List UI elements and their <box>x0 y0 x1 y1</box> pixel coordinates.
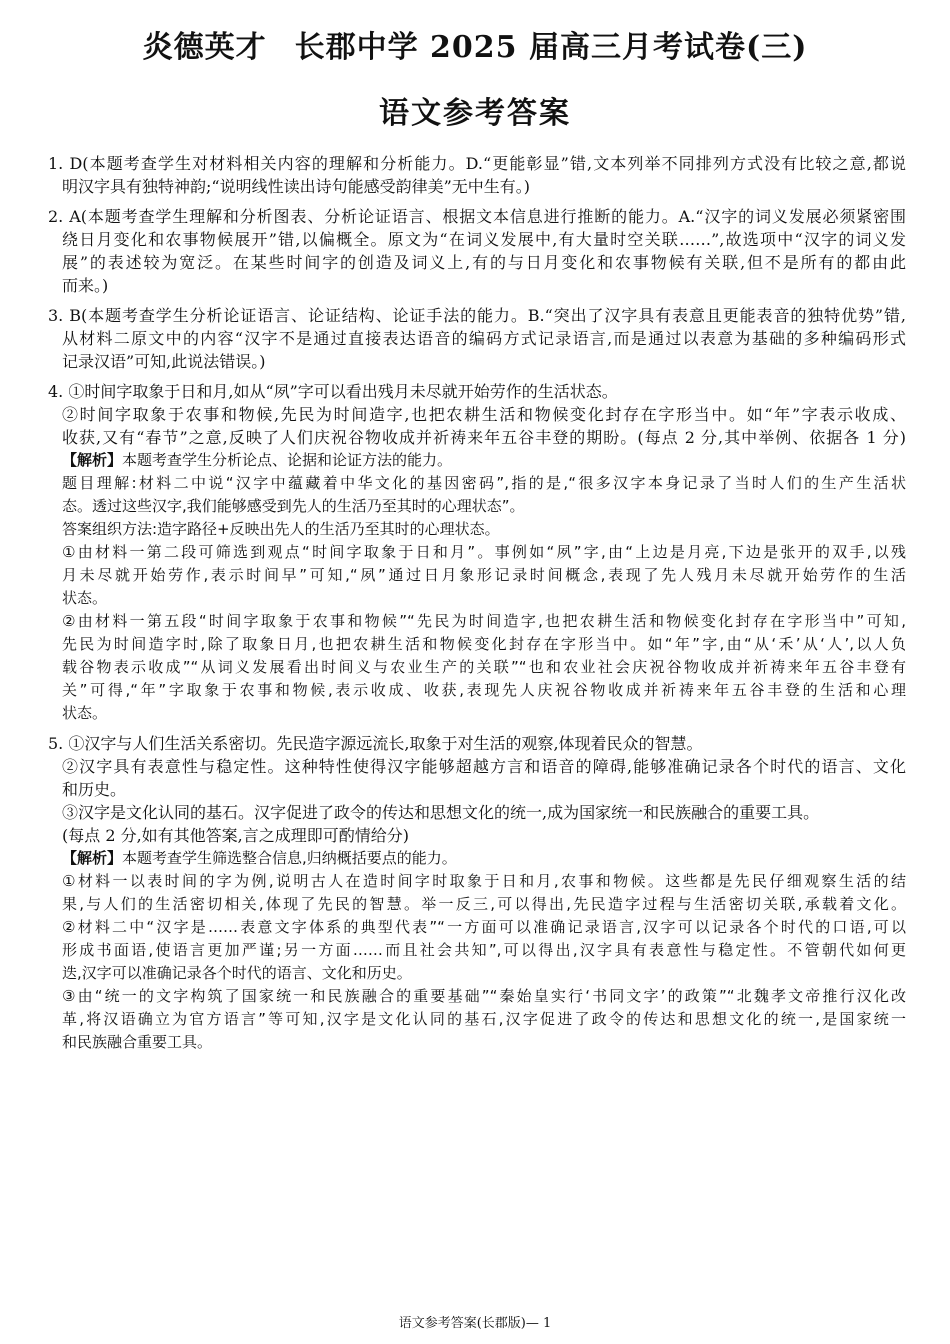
analysis-tag: 【解析】 <box>62 849 123 867</box>
answer-line: ②时间字取象于农事和物候,先民为时间造字,也把农耕生活和物候变化封存在字形当中。如“年”字表示收成、 <box>62 405 906 424</box>
answer-line: 3. B(本题考查学生分析论证语言、论证结构、论证手法的能力。B.“突出了汉字具有表意且更能表音的独特优势”错, <box>48 306 906 325</box>
section-gap <box>48 725 906 732</box>
answer-line: 状态。 <box>62 704 108 722</box>
page-footer: 语文参考答案(长郡版)— 1 <box>398 1316 552 1331</box>
answer-line: 收获,又有“春节”之意,反映了人们庆祝谷物收成并祈祷来年五谷丰登的期盼。(每点 2 分,其中举例、依据各 1 分) <box>62 428 906 447</box>
answer-line: ②材料二中“汉字是……表意文字体系的典型代表”“一方面可以准确记录语言,汉字可以记录各个时代的口语,可以 <box>62 918 906 936</box>
answer-line: 先民为时间造字时,除了取象日月,也把农耕生活和物候变化封存在字形当中。如“年”字,由“从‘禾’从‘人’,以人负 <box>62 635 906 653</box>
answer-line: ③由“统一的文字构筑了国家统一和民族融合的重要基础”“秦始皇实行‘书同文字’的政策”“北魏孝文帝推行汉化改 <box>62 987 906 1005</box>
section-gap <box>48 297 906 304</box>
answer-line: 2. A(本题考查学生理解和分析图表、分析论证语言、根据文本信息进行推断的能力。A.“汉字的词义发展必须紧密围 <box>48 207 906 226</box>
answer-line: 果,与人们的生活密切相关,体现了先民的智慧。举一反三,可以得出,先民造字过程与生活密切关联,承载着文化。 <box>62 895 906 913</box>
answer-line: 月未尽就开始劳作,表示时间早”可知,“夙”通过日月象形记录时间概念,表现了先人残月未尽就开始劳作的生活 <box>62 566 906 584</box>
answer-line: 革,将汉语确立为官方语言”等可知,汉字是文化认同的基石,汉字促进了政令的传达和思想文化的统一,是国家统一 <box>62 1010 906 1028</box>
answer-line: 和民族融合重要工具。 <box>62 1033 213 1051</box>
answer-line: 答案组织方法:造字路径+反映出先人的生活乃至其时的心理状态。 <box>62 520 500 538</box>
answer-line: 形成书面语,使语言更加严谨;另一方面……而且社会共知”,可以得出,汉字具有表意性与稳定性。不管朝代如何更 <box>62 941 906 959</box>
answer-line: 展”的表述较为宽泛。在某些时间字的创造及词义上,有的与日月变化和农事物候有关联,但不是所有的都由此 <box>62 253 906 272</box>
analysis-tag: 【解析】 <box>62 451 123 469</box>
answer-line: 状态。 <box>62 589 108 607</box>
answer-body <box>48 152 906 1054</box>
answer-line: 明汉字具有独特神韵;“说明线性读出诗句能感受韵律美”无中生有。) <box>62 177 530 196</box>
answer-line: 绕日月变化和农事物候展开”错,以偏概全。原文为“在词义发展中,有大量时空关联……”,故选项中“汉字的词义发 <box>62 230 906 249</box>
answer-line: 载谷物表示收成”“从词义发展看出时间义与农业生产的关联”“也和农业社会庆祝谷物收成并祈祷来年五谷丰登有 <box>62 658 906 676</box>
answer-line: 题目理解:材料二中说“汉字中蕴藏着中华文化的基因密码”,指的是,“很多汉字本身记录了当时人们的生产生活状 <box>62 474 906 492</box>
answer-line: 关”可得,“年”字取象于农事和物候,表示收成、收获,表现先人庆祝谷物收成并祈祷来年五谷丰登的生活和心理 <box>62 681 906 699</box>
answer-line: 5. ①汉字与人们生活关系密切。先民造字源远流长,取象于对生活的观察,体现着民众的智慧。 <box>48 734 703 753</box>
answer-line: 和历史。 <box>62 780 127 799</box>
answer-line: 【解析】本题考查学生筛选整合信息,归纳概括要点的能力。 <box>62 849 457 867</box>
answer-line: ②由材料一第五段“时间字取象于农事和物候”“先民为时间造字,也把农耕生活和物候变化封存在字形当中”可知, <box>62 612 906 630</box>
answer-line: ①由材料一第二段可筛选到观点“时间字取象于日和月”。事例如“夙”字,由“上边是月亮,下边是张开的双手,以残 <box>62 543 906 561</box>
answer-line: 迭,汉字可以准确记录各个时代的语言、文化和历史。 <box>62 964 412 982</box>
section-gap <box>48 198 906 205</box>
section-gap <box>48 373 906 380</box>
answer-line: 从材料二原文中的内容“汉字不是通过直接表达语音的编码方式记录语言,而是通过以表意为基础的多种编码形式 <box>62 329 906 348</box>
answer-line: 1. D(本题考查学生对材料相关内容的理解和分析能力。D.“更能彰显”错,文本列举不同排列方式没有比较之意,都说 <box>48 154 906 173</box>
answer-line: 而来。) <box>62 276 109 295</box>
document-title: 语文参考答案 <box>379 96 571 131</box>
answer-line: 【解析】本题考查学生分析论点、论据和论证方法的能力。 <box>62 451 453 469</box>
answer-line: 记录汉语”可知,此说法错误。) <box>62 352 266 371</box>
answer-line: (每点 2 分,如有其他答案,言之成理即可酌情给分) <box>62 826 410 845</box>
brand-name: 炎德英才 <box>142 30 267 65</box>
answer-line: 态。透过这些汉字,我们能够感受到先人的生活乃至其时的心理状态”。 <box>62 497 525 515</box>
exam-title: 长郡中学 2025 届高三月考试卷(三) <box>294 30 808 65</box>
answer-line: 4. ①时间字取象于日和月,如从“夙”字可以看出残月未尽就开始劳作的生活状态。 <box>48 382 618 401</box>
exam-header <box>0 22 950 66</box>
answer-line: ③汉字是文化认同的基石。汉字促进了政令的传达和思想文化的统一,成为国家统一和民族融合的重要工具。 <box>62 803 820 822</box>
answer-line: ①材料一以表时间的字为例,说明古人在造时间字时取象于日和月,农事和物候。这些都是先民仔细观察生活的结 <box>62 872 906 890</box>
answer-line: ②汉字具有表意性与稳定性。这种特性使得汉字能够超越方言和语音的障碍,能够准确记录各个时代的语言、文化 <box>62 757 906 776</box>
